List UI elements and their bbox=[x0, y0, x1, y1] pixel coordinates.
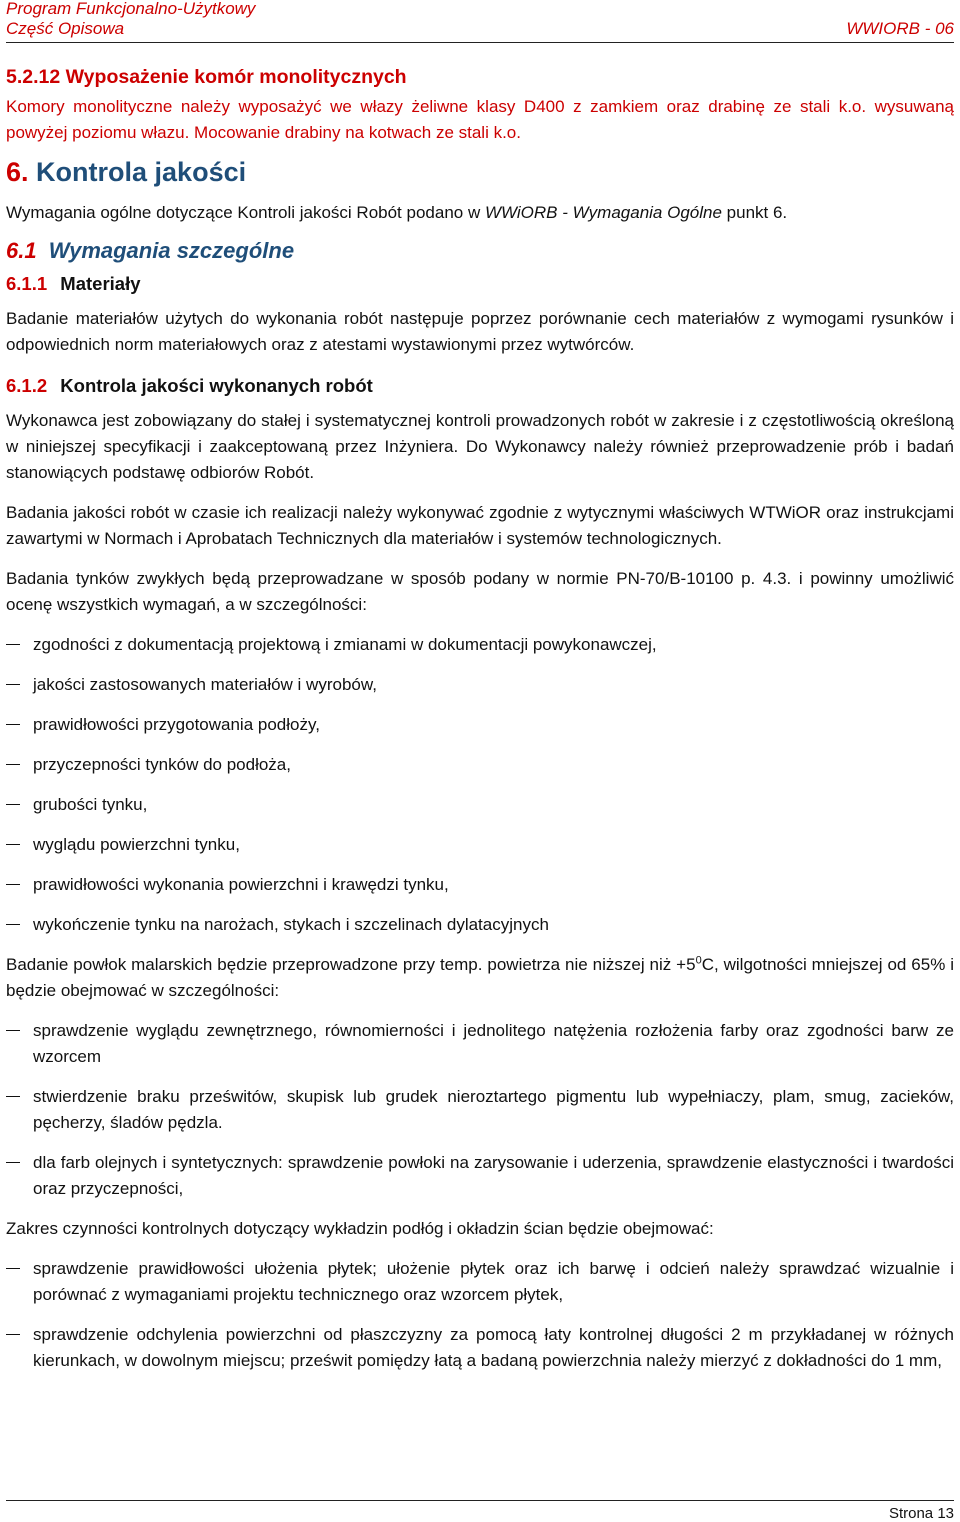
flooring-checks-list bbox=[6, 1256, 954, 1374]
section-6-1-2-title: Kontrola jakości wykonanych robót bbox=[60, 375, 373, 396]
list-item: stwierdzenie braku prześwitów, skupisk lub grudek nieroztartego pigmentu lub wypełniaczy, plam, smug, zacieków, pęcherzy, śladów pędzla. bbox=[6, 1084, 954, 1136]
section-6-1-2-heading bbox=[6, 372, 954, 400]
document-body bbox=[6, 62, 954, 1388]
list-item: grubości tynku, bbox=[6, 792, 954, 818]
section-6-title: Kontrola jakości bbox=[36, 157, 247, 187]
dash-bullet-icon bbox=[6, 804, 20, 805]
header-document-code: WWIORB - 06 bbox=[846, 19, 954, 38]
section-6-number: 6. bbox=[6, 157, 29, 187]
section-6-1-2-paragraph-5: Zakres czynności kontrolnych dotyczący wykładzin podłóg i okładzin ścian będzie obejmować: bbox=[6, 1219, 714, 1238]
list-item: wykończenie tynku na narożach, stykach i szczelinach dylatacyjnych bbox=[6, 912, 954, 938]
dash-bullet-icon bbox=[6, 644, 20, 645]
section-6-1-title: Wymagania szczególne bbox=[48, 238, 295, 263]
dash-bullet-icon bbox=[6, 1096, 20, 1097]
list-item: wyglądu powierzchni tynku, bbox=[6, 832, 954, 858]
section-6-1-1-text: Badanie materiałów użytych do wykonania robót następuje poprzez porównanie cech materiałów z wymogami rysunków i odpowiednich norm materiałowych oraz z atestami wystawionymi przez wytwórców. bbox=[6, 309, 954, 354]
section-6-text-after: punkt 6. bbox=[721, 203, 788, 222]
list-item: sprawdzenie wyglądu zewnętrznego, równomierności i jednolitego natężenia rozłożenia farby oraz zgodności barw ze wzorcem bbox=[6, 1018, 954, 1070]
section-5-2-12-text: Komory monolityczne należy wyposażyć we włazy żeliwne klasy D400 z zamkiem oraz drabinę ze stali k.o. wysuwaną powyżej poziomu włazu. Mocowanie drabiny na kotwach ze stali k.o. bbox=[6, 97, 954, 142]
page-header bbox=[6, 0, 954, 43]
dash-bullet-icon bbox=[6, 884, 20, 885]
dash-bullet-icon bbox=[6, 924, 20, 925]
list-item: prawidłowości przygotowania podłoży, bbox=[6, 712, 954, 738]
dash-bullet-icon bbox=[6, 684, 20, 685]
list-item: sprawdzenie odchylenia powierzchni od płaszczyzny za pomocą łaty kontrolnej długości 2 m przykładanej w różnych kierunkach, w dowolnym miejscu; prześwit pomiędzy łatą a badaną powierzchnia należy mierzyć z dokładności do 1 mm, bbox=[6, 1322, 954, 1374]
section-6-1-1-title: Materiały bbox=[60, 273, 141, 294]
list-item: sprawdzenie prawidłowości ułożenia płytek; ułożenie płytek oraz ich barwę i odcień należy sprawdzać wizualnie i porównać z wymaganiami projektu technicznego oraz wzorcem płytek, bbox=[6, 1256, 954, 1308]
page-footer bbox=[6, 1500, 954, 1522]
section-6-1-1-heading bbox=[6, 270, 954, 298]
header-program-title: Program Funkcjonalno-Użytkowy bbox=[6, 0, 256, 18]
section-6-text bbox=[6, 200, 954, 226]
list-item: dla farb olejnych i syntetycznych: sprawdzenie powłoki na zarysowanie i uderzenia, sprawdzenie elastyczności i twardości oraz przyczepności, bbox=[6, 1150, 954, 1202]
section-6-text-before: Wymagania ogólne dotyczące Kontroli jakości Robót podano w bbox=[6, 203, 485, 222]
section-6-1-number: 6.1 bbox=[6, 238, 37, 263]
list-item: zgodności z dokumentacją projektową i zmianami w dokumentacji powykonawczej, bbox=[6, 632, 954, 658]
section-6-1-2-paragraph-3: Badania tynków zwykłych będą przeprowadzane w sposób podany w normie PN-70/B-10100 p. 4.3. i powinny umożliwić ocenę wszystkich wymagań, a w szczególności: bbox=[6, 569, 954, 614]
paint-test-text-a: Badanie powłok malarskich będzie przeprowadzone przy temp. powietrza nie niższej niż +5 bbox=[6, 955, 696, 974]
list-item: przyczepności tynków do podłoża, bbox=[6, 752, 954, 778]
page-number: Strona 13 bbox=[888, 1505, 954, 1522]
section-6-1-2-paragraph-1: Wykonawca jest zobowiązany do stałej i systematycznej kontroli prowadzonych robót w zakresie i z częstotliwością określoną w niniejszej specyfikacji i zaakceptowaną przez Inżyniera. Do Wykonawcy należy również przeprowadzenie prób i badań stanowiących podstawę odbiorów Robót. bbox=[6, 411, 954, 482]
dash-bullet-icon bbox=[6, 1162, 20, 1163]
header-part-title: Część Opisowa bbox=[6, 19, 125, 38]
dash-bullet-icon bbox=[6, 724, 20, 725]
dash-bullet-icon bbox=[6, 764, 20, 765]
list-item: prawidłowości wykonania powierzchni i krawędzi tynku, bbox=[6, 872, 954, 898]
section-6-reference: WWiORB - Wymagania Ogólne bbox=[484, 203, 722, 222]
dash-bullet-icon bbox=[6, 1268, 20, 1269]
section-6-1-heading bbox=[6, 236, 954, 266]
section-6-1-2-paragraph-2: Badania jakości robót w czasie ich realizacji należy wykonywać zgodnie z wytycznymi właściwych WTWiOR oraz instrukcjami zawartymi w Normach i Aprobatach Technicznych dla materiałów i systemów technologicznych. bbox=[6, 503, 954, 548]
dash-bullet-icon bbox=[6, 1030, 20, 1031]
section-5-2-12-heading: 5.2.12 Wyposażenie komór monolitycznych bbox=[6, 66, 407, 88]
plaster-checks-list bbox=[6, 632, 954, 938]
section-6-1-1-number: 6.1.1 bbox=[6, 273, 48, 294]
paint-test-text-b: C, wilgotności mniejszej od 65% i będzie obejmować w szczególności: bbox=[6, 955, 955, 1000]
degree-superscript: 0 bbox=[695, 954, 702, 967]
section-6-1-2-paragraph-4 bbox=[6, 952, 954, 1004]
section-6-heading bbox=[6, 154, 954, 190]
dash-bullet-icon bbox=[6, 844, 20, 845]
paint-checks-list bbox=[6, 1018, 954, 1202]
dash-bullet-icon bbox=[6, 1334, 20, 1335]
section-6-1-2-number: 6.1.2 bbox=[6, 375, 48, 396]
list-item: jakości zastosowanych materiałów i wyrobów, bbox=[6, 672, 954, 698]
